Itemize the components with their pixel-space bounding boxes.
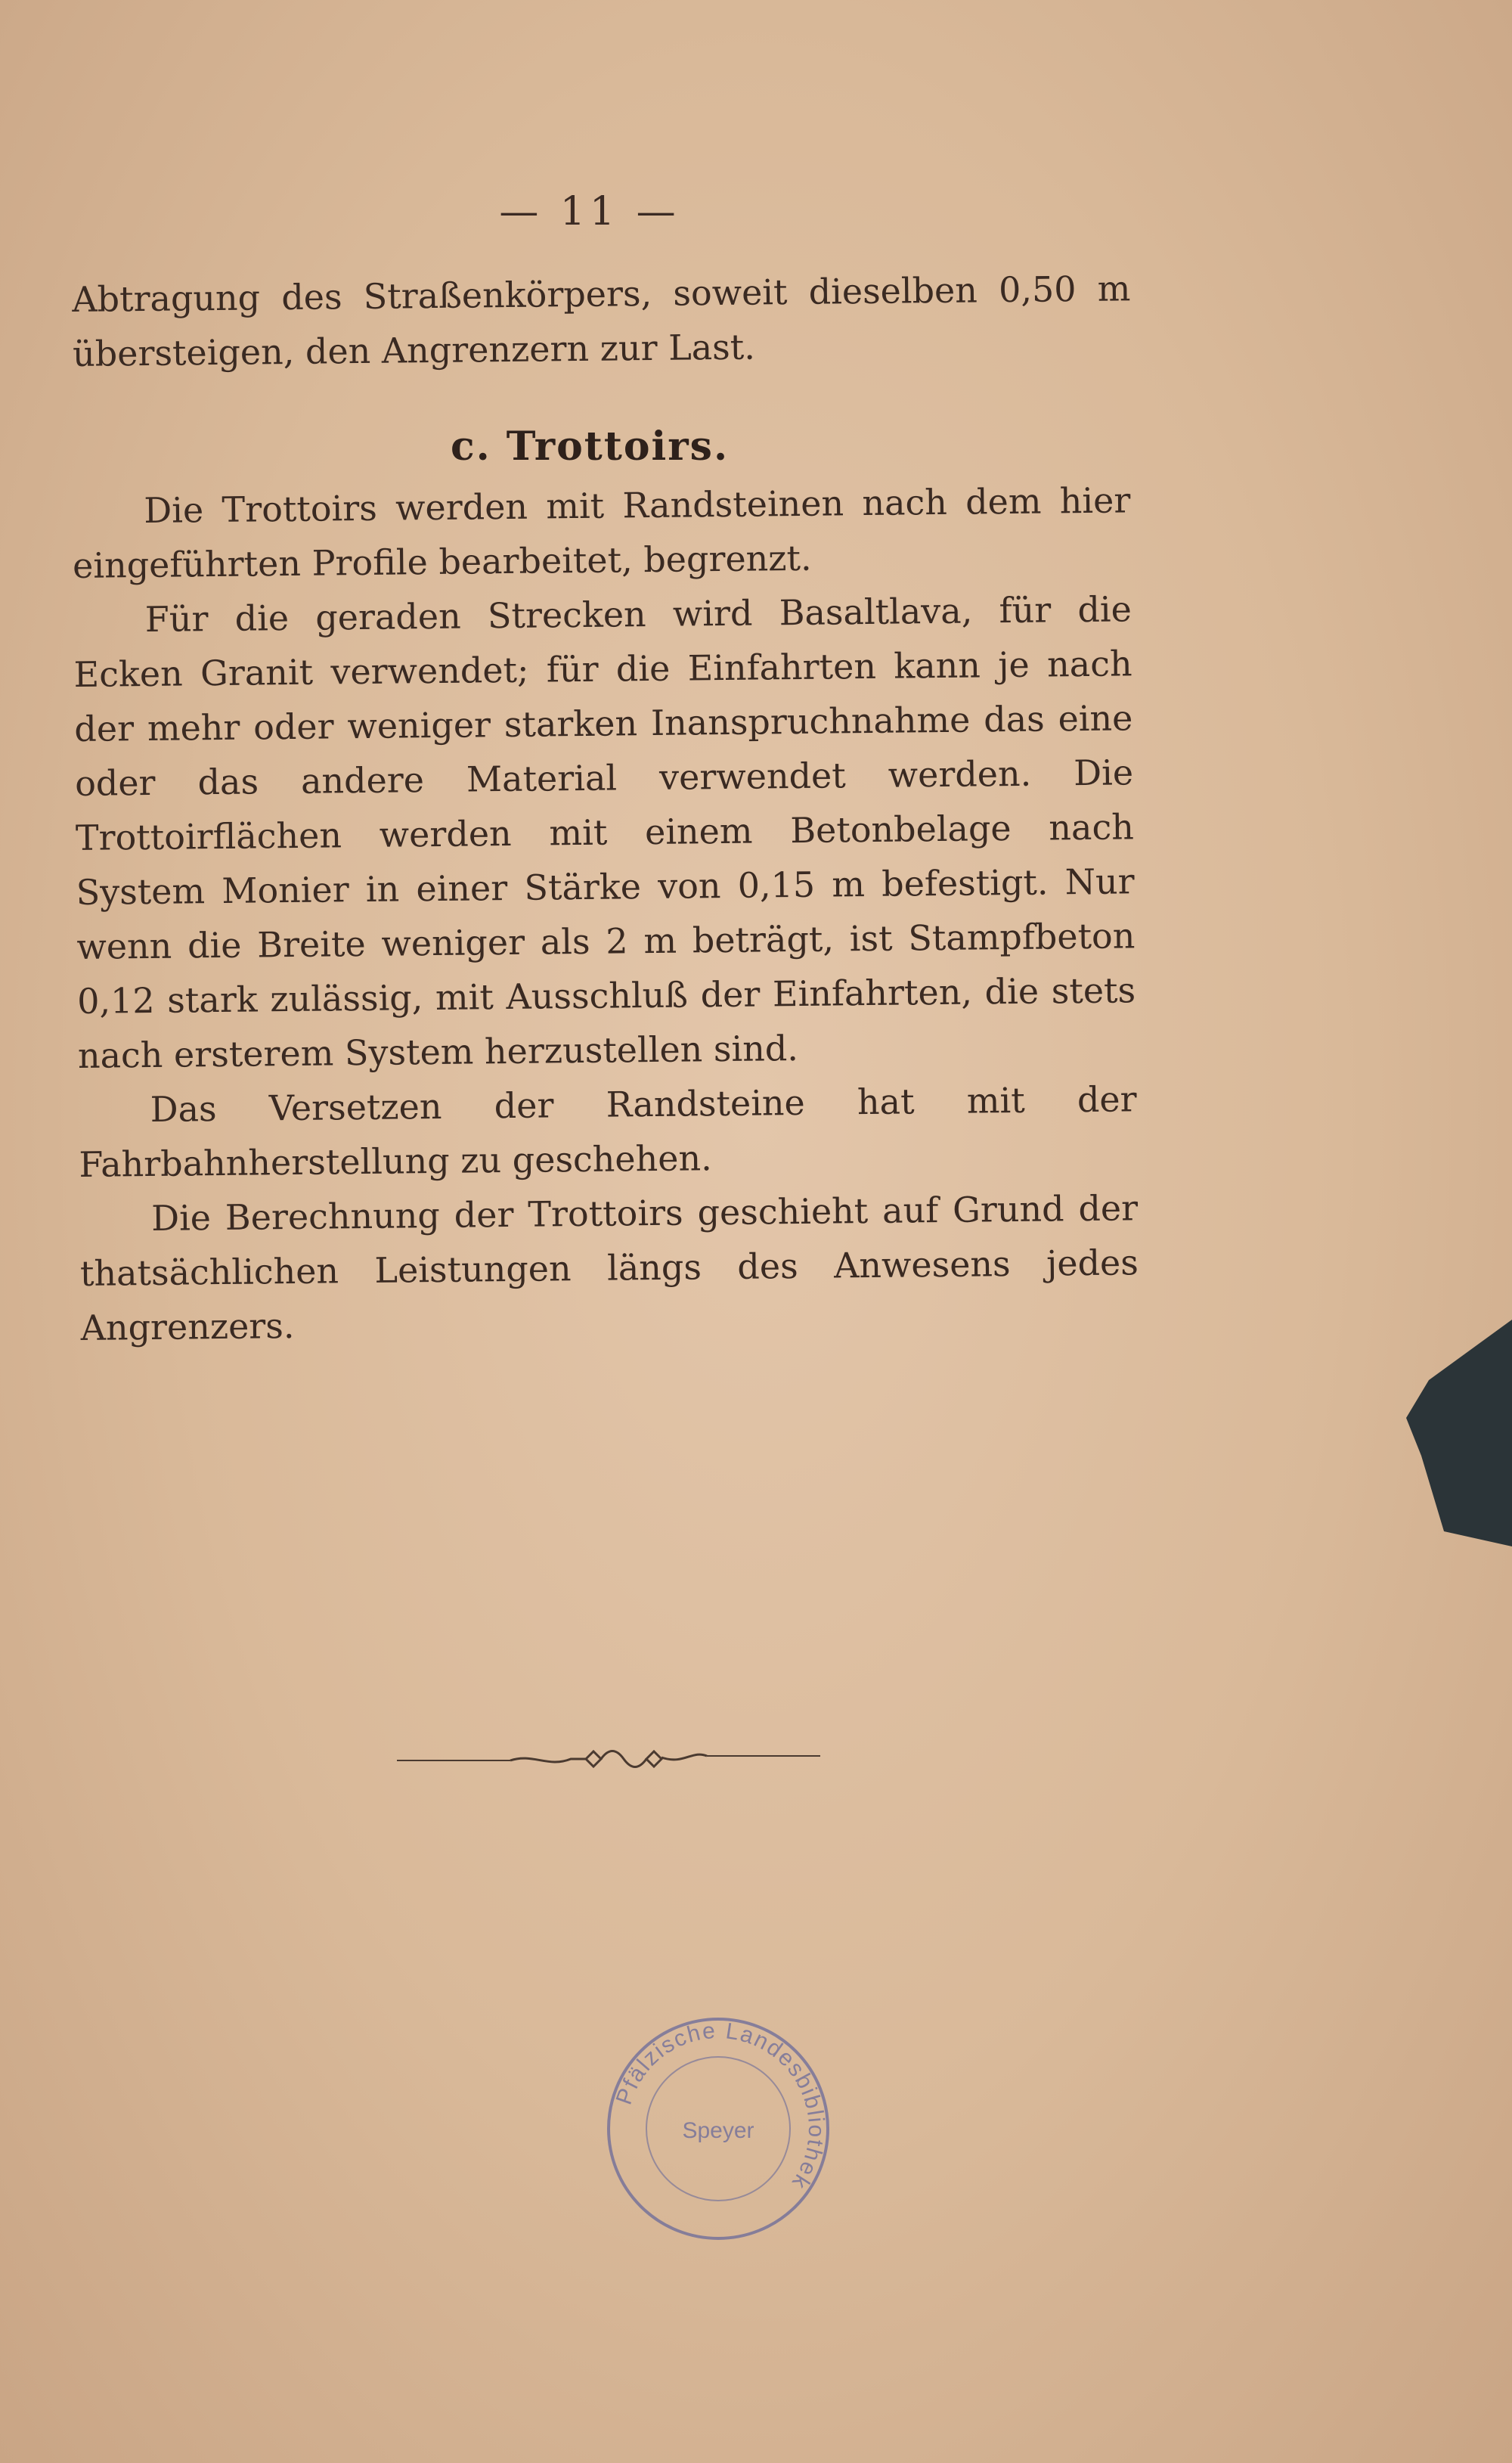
stamp-inner-text: Speyer xyxy=(682,2118,754,2143)
intro-text-block xyxy=(72,261,1131,381)
library-stamp xyxy=(597,2008,839,2250)
paragraph-3: Das Versetzen der Randsteine hat mit der Fahrbahnherstellung zu geschehen. xyxy=(79,1078,1137,1185)
ornament-divider xyxy=(397,1739,820,1777)
section-heading: c. Trottoirs. xyxy=(450,423,730,470)
paragraph-4: Die Berechnung der Trottoirs geschieht auf Grund der thatsächlichen Leistungen längs des Anwesens jedes Angrenzers. xyxy=(79,1187,1139,1348)
page-edge-shadow xyxy=(1399,1320,1512,1546)
section-body xyxy=(72,473,1139,1355)
page-number: — 11 — xyxy=(499,189,680,234)
paragraph-1: Die Trottoirs werden mit Randsteinen nach dem hier eingeführten Profile bearbeitet, begrenzt. xyxy=(72,479,1131,586)
intro-paragraph: Abtragung des Straßenkörpers, soweit dieselben 0,50 m übersteigen, den Angrenzern zur Last. xyxy=(72,268,1131,374)
stamp-outer-text: Pfälzische Landesbibliothek xyxy=(611,2018,829,2195)
paragraph-2: Für die geraden Strecken wird Basaltlava, für die Ecken Granit verwendet; für die Einfahrten kann je nach der mehr oder weniger starken Inanspruchnahme das eine oder das andere Material verwendet werden. Die Trottoirflächen werden mit einem Betonbelage nach System Monier in einer Stärke von 0,15 m befestigt. Nur wenn die Breite weniger als 2 m beträgt, ist Stampfbeton 0,12 stark zulässig, mit Ausschluß der Einfahrten, die stets nach ersterem System herzustellen sind. xyxy=(73,588,1136,1076)
svg-text:Pfälzische Landesbibliothek xyxy=(612,2018,829,2195)
